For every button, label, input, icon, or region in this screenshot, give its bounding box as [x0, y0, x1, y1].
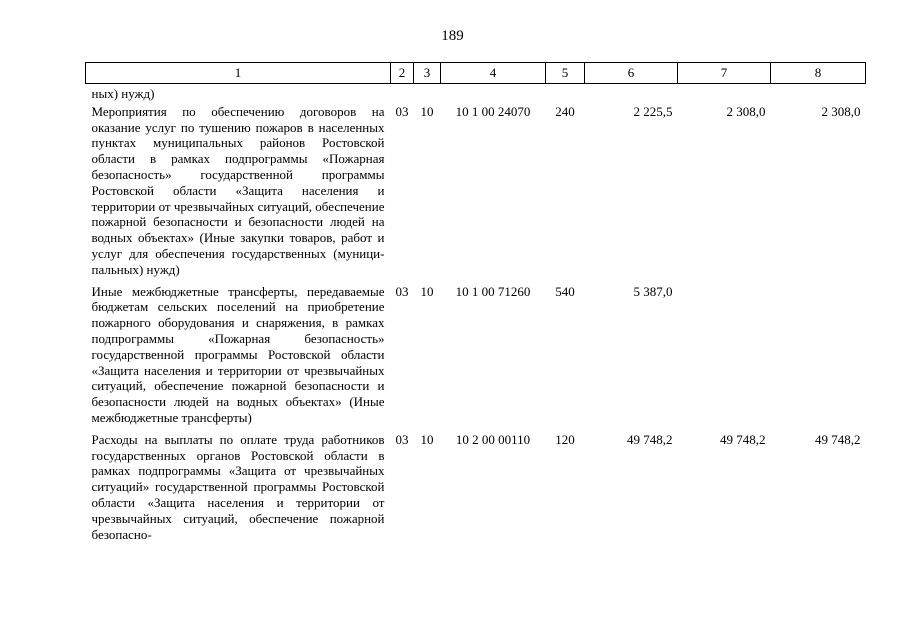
cell-section: 03	[395, 103, 409, 119]
header-col-3: 3	[414, 63, 441, 84]
table-row	[86, 102, 866, 282]
row-description: Расходы на выплаты по оплате труда работников государственных органов Ростовской области в рамках подпрограммы «Защита от чрезвычайных ситуаций» государственной программы Ростовской области «Защита населения и территории от чрезвычайных ситуаций, обеспечение пожарной безопасно-	[91, 431, 385, 542]
cell-amount-2	[678, 282, 771, 430]
cell-subsection: 10	[420, 431, 434, 447]
cell-amount-2	[678, 84, 771, 102]
row-description: Иные межбюджетные трансферты, передаваемые бюджетам сельских поселений на приобретение пожарного оборудования и снаряжения, в рамках подпрограммы «Пожарная безопасность» государственной программы Ростовской области «Защита населения и территории от чрезвычайных ситуаций, обеспечение пожарной безопасности и безопасности людей на водных объектах» (Иные межбюджетные трансферты)	[91, 283, 385, 425]
cell-subsection: 10	[420, 103, 434, 119]
cell-expense-type: 120	[555, 431, 575, 447]
cell-subsection: 10	[420, 283, 434, 299]
header-col-6: 6	[585, 63, 678, 84]
cell-section	[391, 84, 414, 102]
cell-amount-1: 49 748,2	[627, 431, 673, 447]
header-col-2: 2	[391, 63, 414, 84]
cell-amount-3: 49 748,2	[815, 431, 861, 447]
cell-amount-2: 49 748,2	[720, 431, 766, 447]
cell-expense-type: 540	[555, 283, 575, 299]
cell-section: 03	[395, 431, 409, 447]
header-row	[86, 63, 866, 84]
header-col-4: 4	[441, 63, 546, 84]
table-row	[86, 282, 866, 430]
cell-expense-type: 240	[555, 103, 575, 119]
header-col-5: 5	[546, 63, 585, 84]
cell-target-code	[441, 84, 546, 102]
cell-amount-1: 5 387,0	[633, 283, 673, 299]
cell-target-code: 10 2 00 00110	[455, 431, 531, 447]
cell-section: 03	[395, 283, 409, 299]
page-number: 189	[441, 28, 464, 44]
cell-amount-1	[585, 84, 678, 102]
cell-amount-1: 2 225,5	[633, 103, 673, 119]
row-description: ных) нужд)	[91, 86, 155, 101]
header-col-8: 8	[771, 63, 866, 84]
cell-amount-3: 2 308,0	[821, 103, 861, 119]
cell-target-code: 10 1 00 24070	[455, 103, 531, 119]
table-row	[86, 84, 866, 102]
cell-amount-2: 2 308,0	[726, 103, 766, 119]
cell-target-code: 10 1 00 71260	[455, 283, 531, 299]
cell-expense-type	[546, 84, 585, 102]
row-description: Мероприятия по обеспечению договоров на оказание услуг по тушению пожаров в населенных пунктах муниципальных районов Ростовской области в рамках подпрограммы «Пожарная безопасность» государственной программы Ростовской области «Защита населения и территории от чрезвычайных ситуаций, обеспечение пожарной безопасности и безопасности людей на водных объектах» (Иные закупки товаров, работ и услуг для обеспечения государственных (муниципальных) нужд)	[91, 103, 385, 277]
budget-table	[85, 62, 866, 546]
header-col-1: 1	[86, 63, 391, 84]
cell-amount-3	[771, 84, 866, 102]
cell-subsection	[414, 84, 441, 102]
table-row	[86, 430, 866, 547]
cell-amount-3	[771, 282, 866, 430]
header-col-7: 7	[678, 63, 771, 84]
